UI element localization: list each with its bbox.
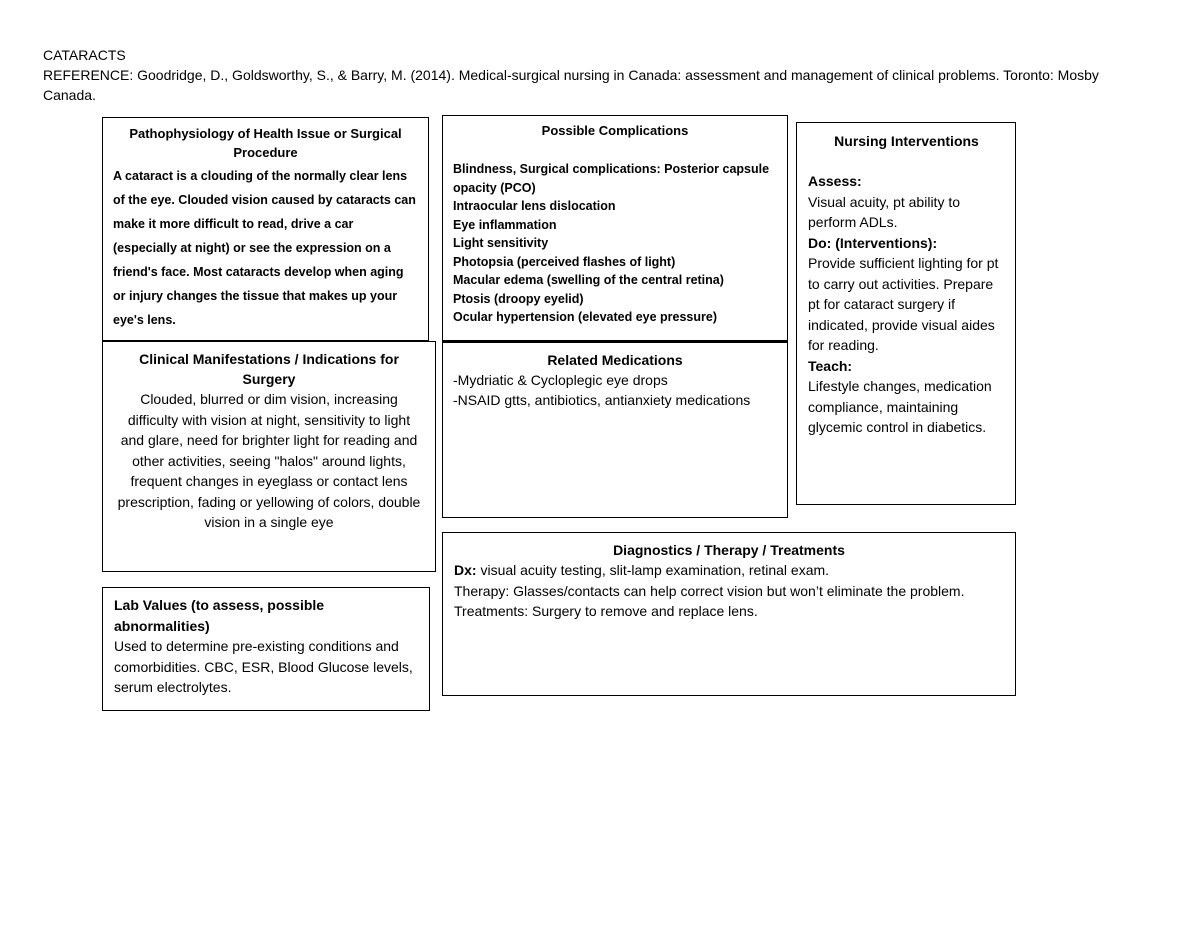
- do-text: Provide sufficient lighting for pt to carry out activities. Prepare pt for cataract surgery if indicated, provide visual aides for reading.: [808, 255, 999, 353]
- page-title: CATARACTS: [43, 47, 126, 63]
- related-medications-title: Related Medications: [547, 352, 683, 368]
- diagnostics-title: Diagnostics / Therapy / Treatments: [613, 542, 845, 558]
- assess-label: Assess:: [808, 173, 862, 189]
- list-item: Light sensitivity: [453, 236, 549, 250]
- list-item: Eye inflammation: [453, 217, 557, 232]
- list-item: -NSAID gtts, antibiotics, antianxiety medications: [453, 392, 751, 408]
- dx-line: [454, 560, 1004, 581]
- related-medications-box: [442, 341, 788, 518]
- pathophysiology-box: [102, 117, 429, 341]
- list-item: Photopsia (perceived flashes of light): [453, 254, 676, 269]
- clinical-manifestations-title: Clinical Manifestations / Indications for Surgery: [139, 351, 399, 387]
- nursing-interventions-title: Nursing Interventions: [834, 133, 979, 149]
- pathophysiology-title: Pathophysiology of Health Issue or Surgical Procedure: [129, 126, 402, 160]
- possible-complications-title: Possible Complications: [541, 123, 689, 138]
- teach-text: Lifestyle changes, medication compliance, maintaining glycemic control in diabetics.: [808, 378, 992, 435]
- list-item: -Mydriatic & Cycloplegic eye drops: [453, 372, 668, 388]
- document-header: [43, 45, 1143, 105]
- list-item: Ocular hypertension (elevated eye pressure): [453, 310, 717, 324]
- list-item: Blindness, Surgical complications: Posterior capsule opacity (PCO): [453, 162, 770, 195]
- dx-label: Dx:: [454, 562, 477, 578]
- do-label: Do: (Interventions):: [808, 234, 938, 251]
- diagnostics-box: [442, 532, 1016, 696]
- medications-list: [453, 370, 777, 410]
- list-item: Ptosis (droopy eyelid): [453, 291, 584, 306]
- lab-values-title: Lab Values (to assess, possible abnormalities): [114, 597, 325, 634]
- reference-citation: REFERENCE: Goodridge, D., Goldsworthy, S., & Barry, M. (2014). Medical-surgical nursing in Canada: assessment and management of clinical problems. Toronto: Mosby Canada.: [43, 67, 1099, 103]
- possible-complications-box: [442, 115, 788, 341]
- lab-values-box: [102, 587, 430, 711]
- clinical-manifestations-text: Clouded, blurred or dim vision, increasing difficulty with vision at night, sensitivity to light and glare, need for brighter light for reading and other activities, seeing "halos" around lights, frequent changes in eyeglass or contact lens prescription, fading or yellowing of colors, double vision in a single eye: [117, 391, 421, 530]
- nursing-interventions-box: [796, 122, 1016, 505]
- list-item: Intraocular lens dislocation: [453, 199, 616, 213]
- treatments-text: Treatments: Surgery to remove and replace lens.: [454, 603, 758, 619]
- dx-text: visual acuity testing, slit-lamp examination, retinal exam.: [476, 562, 830, 578]
- therapy-text: Therapy: Glasses/contacts can help correct vision but won’t eliminate the problem.: [454, 582, 965, 599]
- complications-list: [453, 160, 777, 327]
- pathophysiology-text: A cataract is a clouding of the normally clear lens of the eye. Clouded vision caused by cataracts can make it more difficult to read, drive a car (especially at night) or see the expression on a friend's face. Most cataracts develop when aging or injury changes the tissue that makes up your eye's lens.: [113, 169, 416, 327]
- lab-values-text: Used to determine pre-existing conditions and comorbidities. CBC, ESR, Blood Glucose levels, serum electrolytes.: [114, 638, 413, 695]
- clinical-manifestations-box: [102, 341, 436, 572]
- assess-text: Visual acuity, pt ability to perform ADLs.: [808, 193, 961, 230]
- teach-label: Teach:: [808, 357, 853, 374]
- list-item: Macular edema (swelling of the central retina): [453, 273, 724, 287]
